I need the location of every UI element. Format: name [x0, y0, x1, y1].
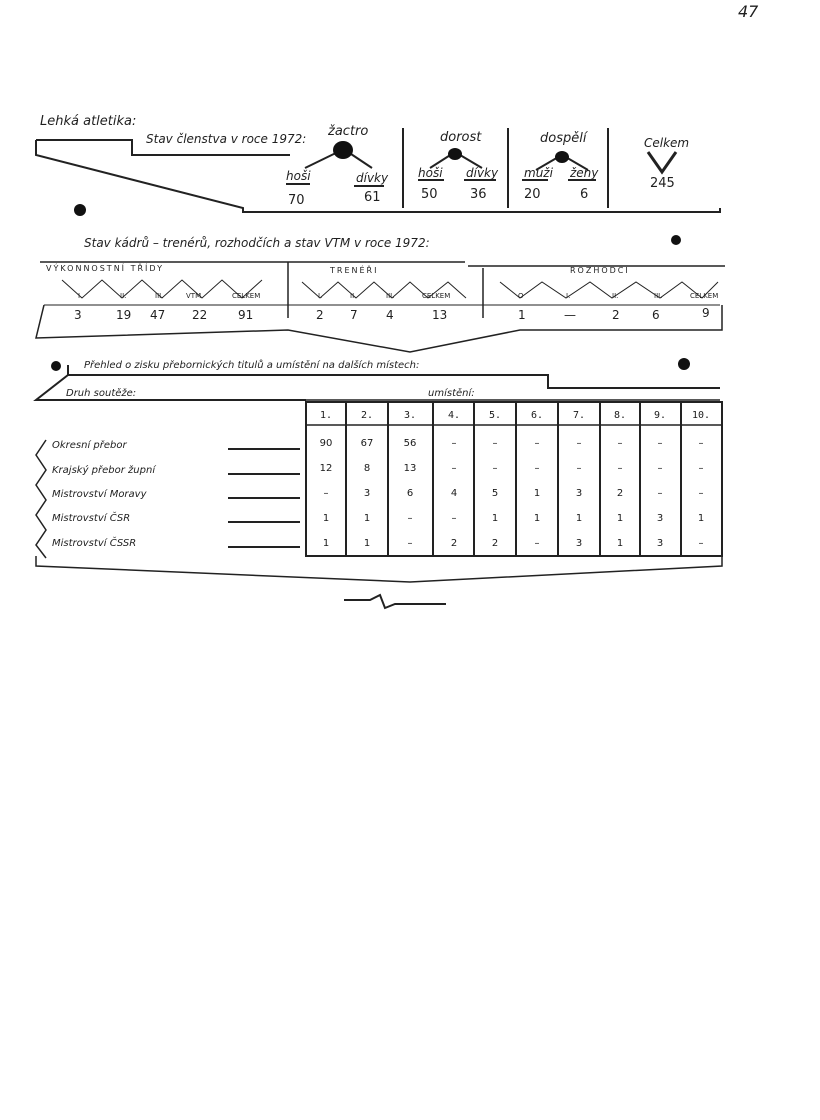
table-cell: 8 — [363, 463, 371, 474]
perf-label-1: I. — [78, 292, 83, 300]
table-cell: – — [576, 463, 582, 474]
adults-men-value: 20 — [524, 187, 541, 202]
table-cell: – — [407, 513, 413, 524]
table-cell: – — [323, 488, 329, 499]
table-cell: 2 — [450, 538, 458, 549]
results-title: Přehled o zisku přebornických titulů a umístění na dalších místech: — [84, 360, 420, 371]
table-cell: 4 — [450, 488, 458, 499]
perf-value-2: 19 — [116, 308, 132, 322]
youth-boys-label: hoši — [286, 169, 311, 183]
table-cell: 13 — [403, 463, 417, 474]
coach-value-1: 2 — [316, 308, 324, 322]
table-cell: – — [657, 463, 663, 474]
perf-value-3: 47 — [150, 308, 166, 322]
row-name-3: Mistrovství Moravy — [52, 489, 147, 500]
table-cell: 1 — [575, 513, 583, 524]
table-cell: – — [534, 538, 540, 549]
table-cell: 2 — [491, 538, 499, 549]
col-header-7: 7. — [572, 410, 586, 421]
table-cell: – — [451, 438, 457, 449]
table-cell: 3 — [575, 538, 583, 549]
youth-boys-value: 70 — [288, 193, 305, 208]
ref-label-4: III. — [654, 292, 663, 300]
ref-label-2: I. — [566, 292, 571, 300]
table-cell: – — [657, 438, 663, 449]
referees-heading: ROZHODČÍ — [570, 266, 630, 275]
row-name-5: Mistrovství ČSSR — [52, 538, 137, 549]
category-header: Druh soutěže: — [66, 388, 137, 399]
perf-label-3: III. — [155, 292, 164, 300]
table-cell: 12 — [319, 463, 333, 474]
adults-men-label: muži — [524, 166, 553, 180]
coach-label-1: I. — [318, 292, 323, 300]
col-header-6: 6. — [530, 410, 544, 421]
table-cell: 3 — [656, 538, 664, 549]
group-name-youth: žactro — [328, 124, 369, 139]
table-cell: – — [698, 438, 704, 449]
col-header-8: 8. — [613, 410, 627, 421]
table-cell: 1 — [616, 538, 624, 549]
juniors-girls-label: dívky — [466, 166, 499, 180]
juniors-boys-value: 50 — [421, 187, 438, 202]
juniors-girls-value: 36 — [470, 187, 487, 202]
table-cell: – — [451, 513, 457, 524]
ref-label-5: CELKEM — [690, 292, 719, 300]
coach-label-3: III. — [386, 292, 395, 300]
table-cell: 1 — [533, 513, 541, 524]
staff-title: Stav kádrů – trenérů, rozhodčích a stav VTM v roce 1972: — [84, 236, 430, 250]
ref-label-1: O — [518, 292, 524, 300]
table-cell: – — [407, 538, 413, 549]
table-cell: – — [698, 488, 704, 499]
coach-value-4: 13 — [432, 308, 448, 322]
table-cell: – — [576, 438, 582, 449]
ref-value-2: — — [564, 308, 576, 322]
total-value: 245 — [650, 176, 675, 191]
table-cell: 67 — [360, 438, 374, 449]
youth-girls-value: 61 — [364, 190, 381, 205]
table-cell: 5 — [491, 488, 499, 499]
section-title: Lehká atletika: — [40, 114, 137, 129]
group-name-juniors: dorost — [440, 130, 482, 145]
ref-label-3: II. — [612, 292, 619, 300]
col-header-1: 1. — [319, 410, 333, 421]
perf-value-1: 3 — [74, 308, 82, 322]
table-cell: – — [492, 463, 498, 474]
row-name-4: Mistrovství ČSR — [52, 513, 131, 524]
ref-value-4: 6 — [652, 308, 660, 322]
table-cell: 3 — [363, 488, 371, 499]
group-name-adults: dospělí — [540, 131, 587, 146]
membership-label: Stav členstva v roce 1972: — [146, 132, 307, 146]
table-cell: – — [492, 438, 498, 449]
table-cell: 1 — [363, 513, 371, 524]
table-cell: 2 — [616, 488, 624, 499]
table-cell: 1 — [491, 513, 499, 524]
table-cell: 3 — [656, 513, 664, 524]
coach-value-2: 7 — [350, 308, 358, 322]
table-cell: 1 — [363, 538, 371, 549]
col-header-4: 4. — [447, 410, 461, 421]
perf-value-5: 91 — [238, 308, 254, 322]
row-name-1: Okresní přebor — [52, 440, 127, 451]
table-cell: – — [617, 463, 623, 474]
table-cell: 90 — [319, 438, 333, 449]
table-cell: – — [657, 488, 663, 499]
youth-girls-label: dívky — [356, 171, 389, 185]
coach-value-3: 4 — [386, 308, 394, 322]
perf-label-5: CELKEM — [232, 292, 261, 300]
coach-label-2: II. — [350, 292, 357, 300]
adults-women-label: ženy — [570, 166, 599, 180]
perf-value-4: 22 — [192, 308, 208, 322]
table-cell: – — [698, 538, 704, 549]
ref-value-1: 1 — [518, 308, 526, 322]
page-number: 47 — [738, 2, 759, 21]
performance-heading: VÝKONNOSTNÍ TŘÍDY — [46, 264, 164, 273]
coaches-heading: TRENÉŘI — [330, 266, 379, 275]
perf-label-4: VTM — [186, 292, 202, 300]
col-header-2: 2. — [360, 410, 374, 421]
adults-women-value: 6 — [580, 187, 589, 202]
col-header-10: 10. — [691, 410, 711, 421]
col-header-9: 9. — [653, 410, 667, 421]
table-cell: 56 — [403, 438, 417, 449]
perf-label-2: II. — [120, 292, 127, 300]
table-cell: – — [617, 438, 623, 449]
col-header-3: 3. — [403, 410, 417, 421]
row-name-2: Krajský přebor župní — [52, 465, 156, 476]
table-cell: – — [534, 438, 540, 449]
placement-header: umístění: — [428, 388, 475, 399]
coach-label-4: CELKEM — [422, 292, 451, 300]
table-cell: 1 — [322, 513, 330, 524]
table-cell: 1 — [697, 513, 705, 524]
table-cell: 1 — [533, 488, 541, 499]
table-cell: 3 — [575, 488, 583, 499]
table-cell: 1 — [616, 513, 624, 524]
ref-value-3: 2 — [612, 308, 620, 322]
col-header-5: 5. — [488, 410, 502, 421]
ref-value-5: 9 — [702, 306, 710, 320]
table-cell: – — [698, 463, 704, 474]
total-label: Celkem — [644, 136, 690, 150]
table-cell: 1 — [322, 538, 330, 549]
table-cell: – — [451, 463, 457, 474]
table-cell: – — [534, 463, 540, 474]
table-cell: 6 — [406, 488, 414, 499]
juniors-boys-label: hoši — [418, 166, 443, 180]
